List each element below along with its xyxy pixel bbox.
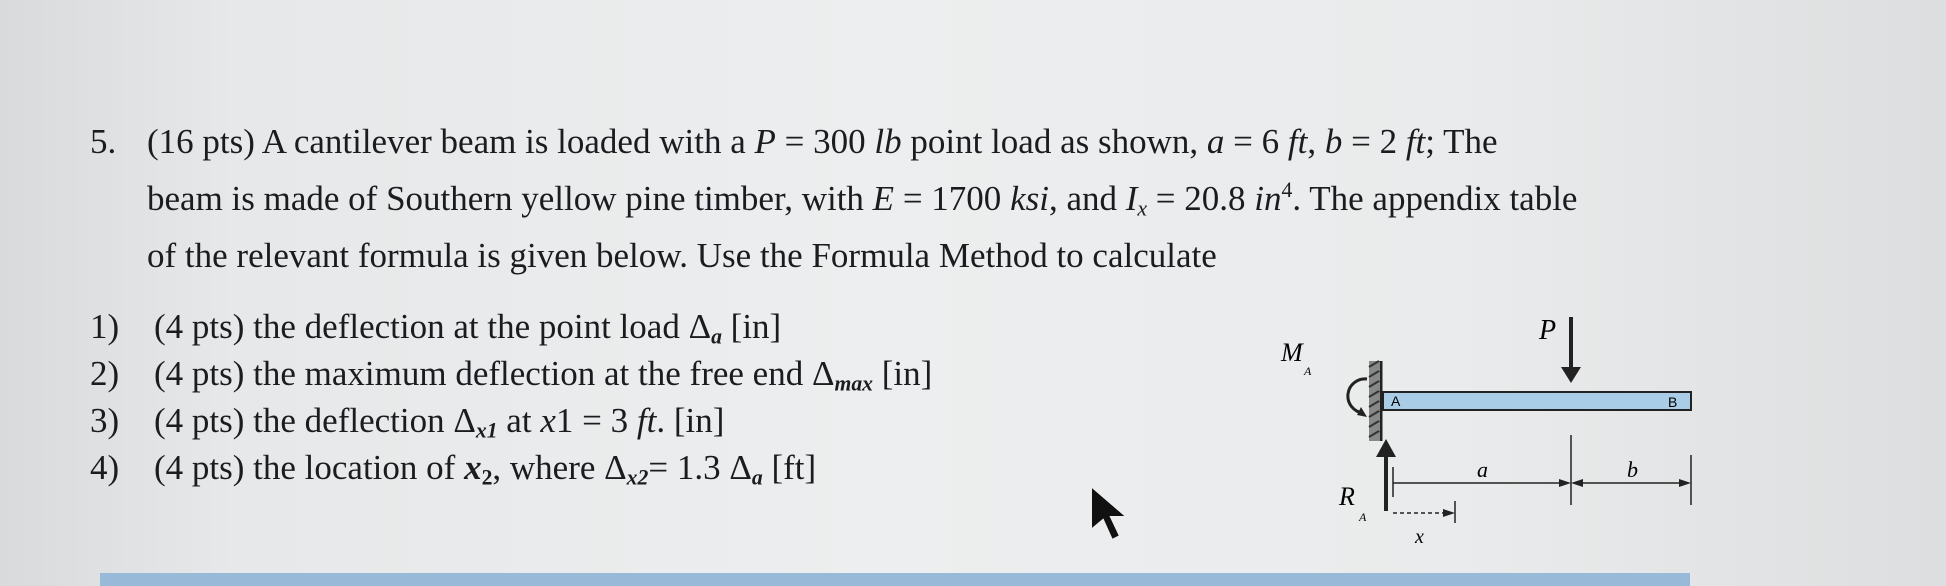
fixed-support xyxy=(1369,361,1381,441)
problem-line-3: of the relevant formula is given below. Use the Formula Method to calculate xyxy=(147,236,1217,276)
problem-statement xyxy=(80,118,1800,280)
dimension-x-label: x xyxy=(1415,526,1424,548)
reaction-label: R xyxy=(1339,482,1355,511)
moment-subscript: A xyxy=(1304,364,1312,378)
load-label: P xyxy=(1539,315,1557,346)
mouse-pointer-icon xyxy=(1087,484,1137,544)
question-text: (4 pts) the deflection $\Delta_{x1}$ at x1 = 3 ft. [in] xyxy=(154,401,725,443)
question-number: 2) xyxy=(90,354,120,393)
moment-arrow-icon xyxy=(1348,379,1367,413)
page-divider-bar xyxy=(100,573,1690,586)
problem-line-2: beam is made of Southern yellow pine timber, with E = 1700 ksi, and $I_x = 20.8$ $in^4$. The appendix table xyxy=(147,178,1578,221)
dimension-a-label: a xyxy=(1477,457,1488,482)
dimension-lines xyxy=(1393,435,1691,523)
problem-number: 5. xyxy=(90,122,117,161)
reaction-arrow-icon xyxy=(1376,439,1396,457)
problem-line-1: (16 pts) A cantilever beam is loaded with a P = 300 lb point load as shown, a = 6 ft, b = 2 ft; The xyxy=(147,122,1498,161)
question-number: 1) xyxy=(90,307,120,346)
question-text: (4 pts) the maximum deflection at the free end $\Delta_{max}$ [in] xyxy=(154,354,933,396)
moment-label: M xyxy=(1281,338,1303,367)
beam xyxy=(1383,392,1691,410)
question-text: (4 pts) the deflection at the point load $\Delta_a$ [in] xyxy=(154,307,782,349)
question-number: 3) xyxy=(90,401,120,440)
load-arrow-icon xyxy=(1561,367,1581,383)
point-a-label: A xyxy=(1391,393,1401,409)
reaction-subscript: A xyxy=(1359,510,1367,524)
cantilever-beam-diagram xyxy=(1255,305,1695,565)
dimension-b-label: b xyxy=(1627,457,1638,482)
question-number: 4) xyxy=(90,448,120,487)
point-b-label: B xyxy=(1668,394,1678,410)
line-1-part: (16 pts) A cantilever beam is loaded with a xyxy=(147,122,755,161)
question-text: (4 pts) the location of $x_2$, where $\Delta_{x2}= 1.3$ $\Delta_a$ [ft] xyxy=(154,448,817,490)
